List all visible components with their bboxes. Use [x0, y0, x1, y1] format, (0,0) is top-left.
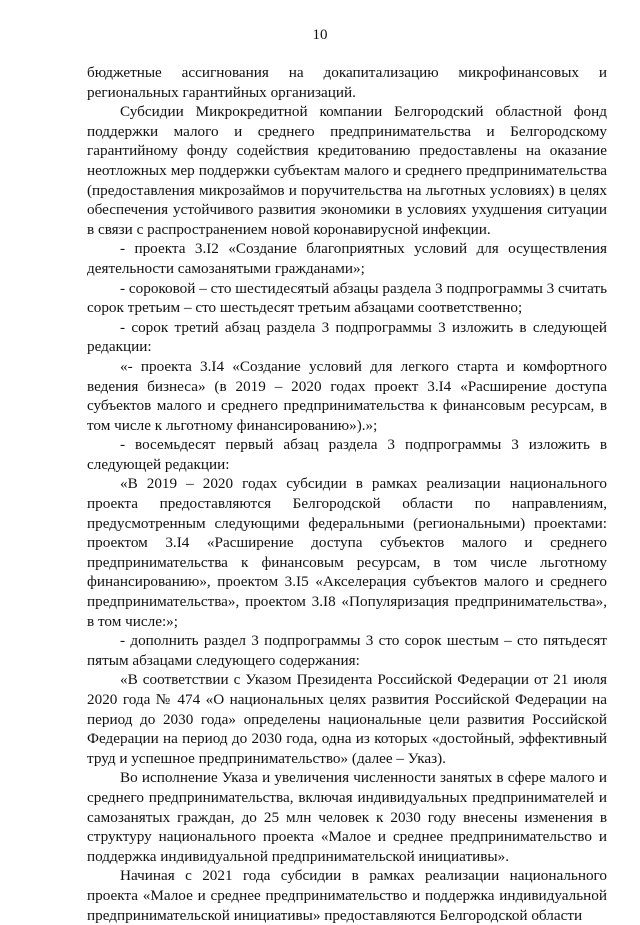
document-body	[87, 63, 607, 925]
paragraph-3: - проекта 3.I2 «Создание благоприятных условий для осуществления деятельности самозанятыми гражданами»;	[87, 240, 607, 277]
paragraph-10: «В соответствии с Указом Президента Российской Федерации от 21 июля 2020 года № 474 «О национальных целях развития Российской Федерации на период до 2030 года» определены национальные цели развития Российской Федерации на период до 2030 года, одна из которых «достойный, эффективный труд и успешное предпринимательство» (далее – Указ).	[87, 671, 607, 767]
paragraph-6: «- проекта 3.I4 «Создание условий для легкого старта и комфортного ведения бизнеса» (в 2019 – 2020 годах проект 3.I4 «Расширение доступа субъектов малого и среднего предпринимательства к финансовым ресурсам, в том числе к льготному финансированию»).»;	[87, 357, 607, 434]
paragraph-4: - сороковой – сто шестидесятый абзацы раздела 3 подпрограммы 3 считать сорок третьим – сто шестьдесят третьим абзацами соответственно;	[87, 279, 607, 317]
paragraph-1: бюджетные ассигнования на докапитализацию микрофинансовых и региональных гарантийных организаций.	[87, 64, 607, 101]
paragraph-5: - сорок третий абзац раздела 3 подпрограммы 3 изложить в следующей редакции:	[87, 318, 607, 356]
paragraph-11: Во исполнение Указа и увеличения численности занятых в сфере малого и среднего предпринимательства, включая индивидуальных предпринимателей и самозанятых граждан, до 25 млн человек к 2030 году внесены изменения в структуру национального проекта «Малое и среднее предпринимательство и поддержка индивидуальной предпринимательской инициативы».	[87, 769, 607, 865]
paragraph-8: «В 2019 – 2020 годах субсидии в рамках реализации национального проекта предоставляются Белгородской области по направлениям, предусмотренным следующими федеральными (региональными) проектами: проектом 3.I4 «Расширение доступа субъектов малого и среднего предпринимательства к финансовым ресурсам, в том числе льготному финансированию», проектом 3.I5 «Акселерация субъектов малого и среднего предпринимательства», проектом 3.I8 «Популяризация предпринимательства», в том числе:»;	[87, 475, 607, 630]
page-number: 10	[312, 27, 328, 43]
paragraph-2: Субсидии Микрокредитной компании Белгородский областной фонд поддержки малого и среднего предпринимательства и Белгородскому гарантийному фонду содействия кредитованию предоставлены на оказание неотложных мер поддержки субъектам малого и среднего предпринимательства (предоставления микрозаймов и поручительства на льготных условиях) в целях обеспечения устойчивого развития экономики в условиях ухудшения ситуации в связи с распространением новой коронавирусной инфекции.	[87, 103, 607, 238]
paragraph-7: - восемьдесят первый абзац раздела 3 подпрограммы 3 изложить в следующей редакции:	[87, 436, 607, 473]
paragraph-9: - дополнить раздел 3 подпрограммы 3 сто сорок шестым – сто пятьдесят пятым абзацами следующего содержания:	[87, 632, 607, 669]
paragraph-12: Начиная с 2021 года субсидии в рамках реализации национального проекта «Малое и среднее предпринимательство и поддержка индивидуальной предпринимательской инициативы» предоставляются Белгородской области	[87, 867, 607, 924]
